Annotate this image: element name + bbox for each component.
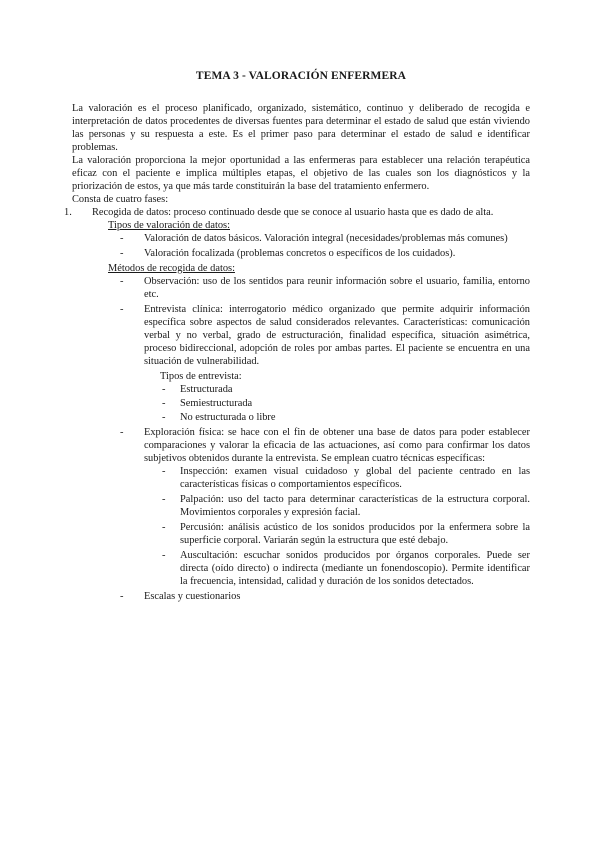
dash-marker: - xyxy=(120,304,124,315)
list-item-text: Percusión: análisis acústico de los sonidos producidos por la enfermera sobre la superficie corporal. Variarán según la estructura que esté debajo. xyxy=(180,522,530,546)
entrevista-types-label: Tipos de entrevista: xyxy=(160,371,242,382)
list-item xyxy=(92,426,530,588)
document-title: TEMA 3 - VALORACIÓN ENFERMERA xyxy=(195,70,407,82)
dash-marker: - xyxy=(120,591,124,602)
dash-marker: - xyxy=(162,412,166,423)
list-item xyxy=(144,521,530,547)
list-item xyxy=(144,465,530,491)
list-item-text: No estructurada o libre xyxy=(180,412,276,423)
intro-paragraph-1: La valoración es el proceso planificado, organizado, sistemático, continuo y deliberado de recogida e interpretación de datos procedentes de diversas fuentes para determinar el estado de salud que están viviendo las personas y su respuesta a este. Es el primer paso para determinar el estado de salud e identificar problemas. xyxy=(72,103,530,153)
dash-marker: - xyxy=(120,276,124,287)
list-item xyxy=(92,590,530,603)
dash-marker: - xyxy=(162,384,166,395)
dash-marker: - xyxy=(162,494,166,505)
phases-list xyxy=(64,206,530,603)
phase-text: Recogida de datos: proceso continuado desde que se conoce al usuario hasta que es dado de alta. xyxy=(92,207,494,218)
list-item xyxy=(92,232,530,245)
list-item xyxy=(92,247,530,260)
phase-item xyxy=(64,206,530,603)
methods-heading: Métodos de recogida de datos: xyxy=(108,263,235,274)
list-item-text: Auscultación: escuchar sonidos producidos por órganos corporales. Puede ser directa (oído directo) o indirecta (mediante un fonendoscopio). Permite identificar la frecuencia, intensidad, calidad y duración de los sonidos detectados. xyxy=(180,550,530,587)
list-item xyxy=(92,275,530,301)
list-item xyxy=(144,549,530,588)
list-item-text: Escalas y cuestionarios xyxy=(144,591,241,602)
types-heading: Tipos de valoración de datos: xyxy=(108,220,230,231)
list-item-text: Entrevista clínica: interrogatorio médico organizado que permite adquirir información específica sobre aspectos de salud considerados relevantes. Características: comunicación verbal y no verbal, grado de estructuración, finalidad específica, situación asimétrica, proceso bidireccional, adopción de roles por ambas partes. El paciente se encuentra en una situación de vulnerabilidad. xyxy=(144,304,530,367)
list-item-text: Valoración focalizada (problemas concretos o específicos de los cuidados). xyxy=(144,248,456,259)
document-page xyxy=(64,70,530,605)
dash-marker: - xyxy=(120,233,124,244)
list-item-text: Palpación: uso del tacto para determinar características de la estructura corporal. Movimientos corporales y expresión facial. xyxy=(180,494,530,518)
list-item xyxy=(144,383,530,396)
dash-marker: - xyxy=(162,398,166,409)
dash-marker: - xyxy=(162,522,166,533)
dash-marker: - xyxy=(162,550,166,561)
entrevista-types-list xyxy=(144,383,530,424)
list-item-text: Exploración física: se hace con el fin de obtener una base de datos para poder establecer comparaciones y valorar la eficacia de las actuaciones, así como para confirmar los datos subjetivos obtenidos durante la entrevista. Se emplean cuatro técnicas específicas: xyxy=(144,427,530,464)
methods-list xyxy=(92,275,530,603)
list-item-text: Valoración de datos básicos. Valoración integral (necesidades/problemas más comunes) xyxy=(144,233,508,244)
types-list xyxy=(92,232,530,260)
tecnicas-list xyxy=(144,465,530,588)
list-item-text: Semiestructurada xyxy=(180,398,253,409)
list-item xyxy=(144,397,530,410)
list-item xyxy=(144,493,530,519)
dash-marker: - xyxy=(120,427,124,438)
intro-paragraph-3: Consta de cuatro fases: xyxy=(72,194,169,205)
list-item-text: Estructurada xyxy=(180,384,233,395)
dash-marker: - xyxy=(162,466,166,477)
dash-marker: - xyxy=(120,248,124,259)
list-item-text: Observación: uso de los sentidos para reunir información sobre el usuario, familia, entorno etc. xyxy=(144,276,530,300)
list-item xyxy=(144,411,530,424)
intro-paragraph-2: La valoración proporciona la mejor oportunidad a las enfermeras para establecer una relación terapéutica eficaz con el paciente e implica múltiples etapas, el objetivo de las cuales son los diagnósticos y la priorización de estos, ya que más tarde constituirán la base del tratamiento enfermero. xyxy=(72,155,530,192)
list-item-text: Inspección: examen visual cuidadoso y global del paciente centrado en las características físicas o comportamientos específicos. xyxy=(180,466,530,490)
phase-number: 1. xyxy=(64,207,72,218)
list-item xyxy=(92,303,530,424)
